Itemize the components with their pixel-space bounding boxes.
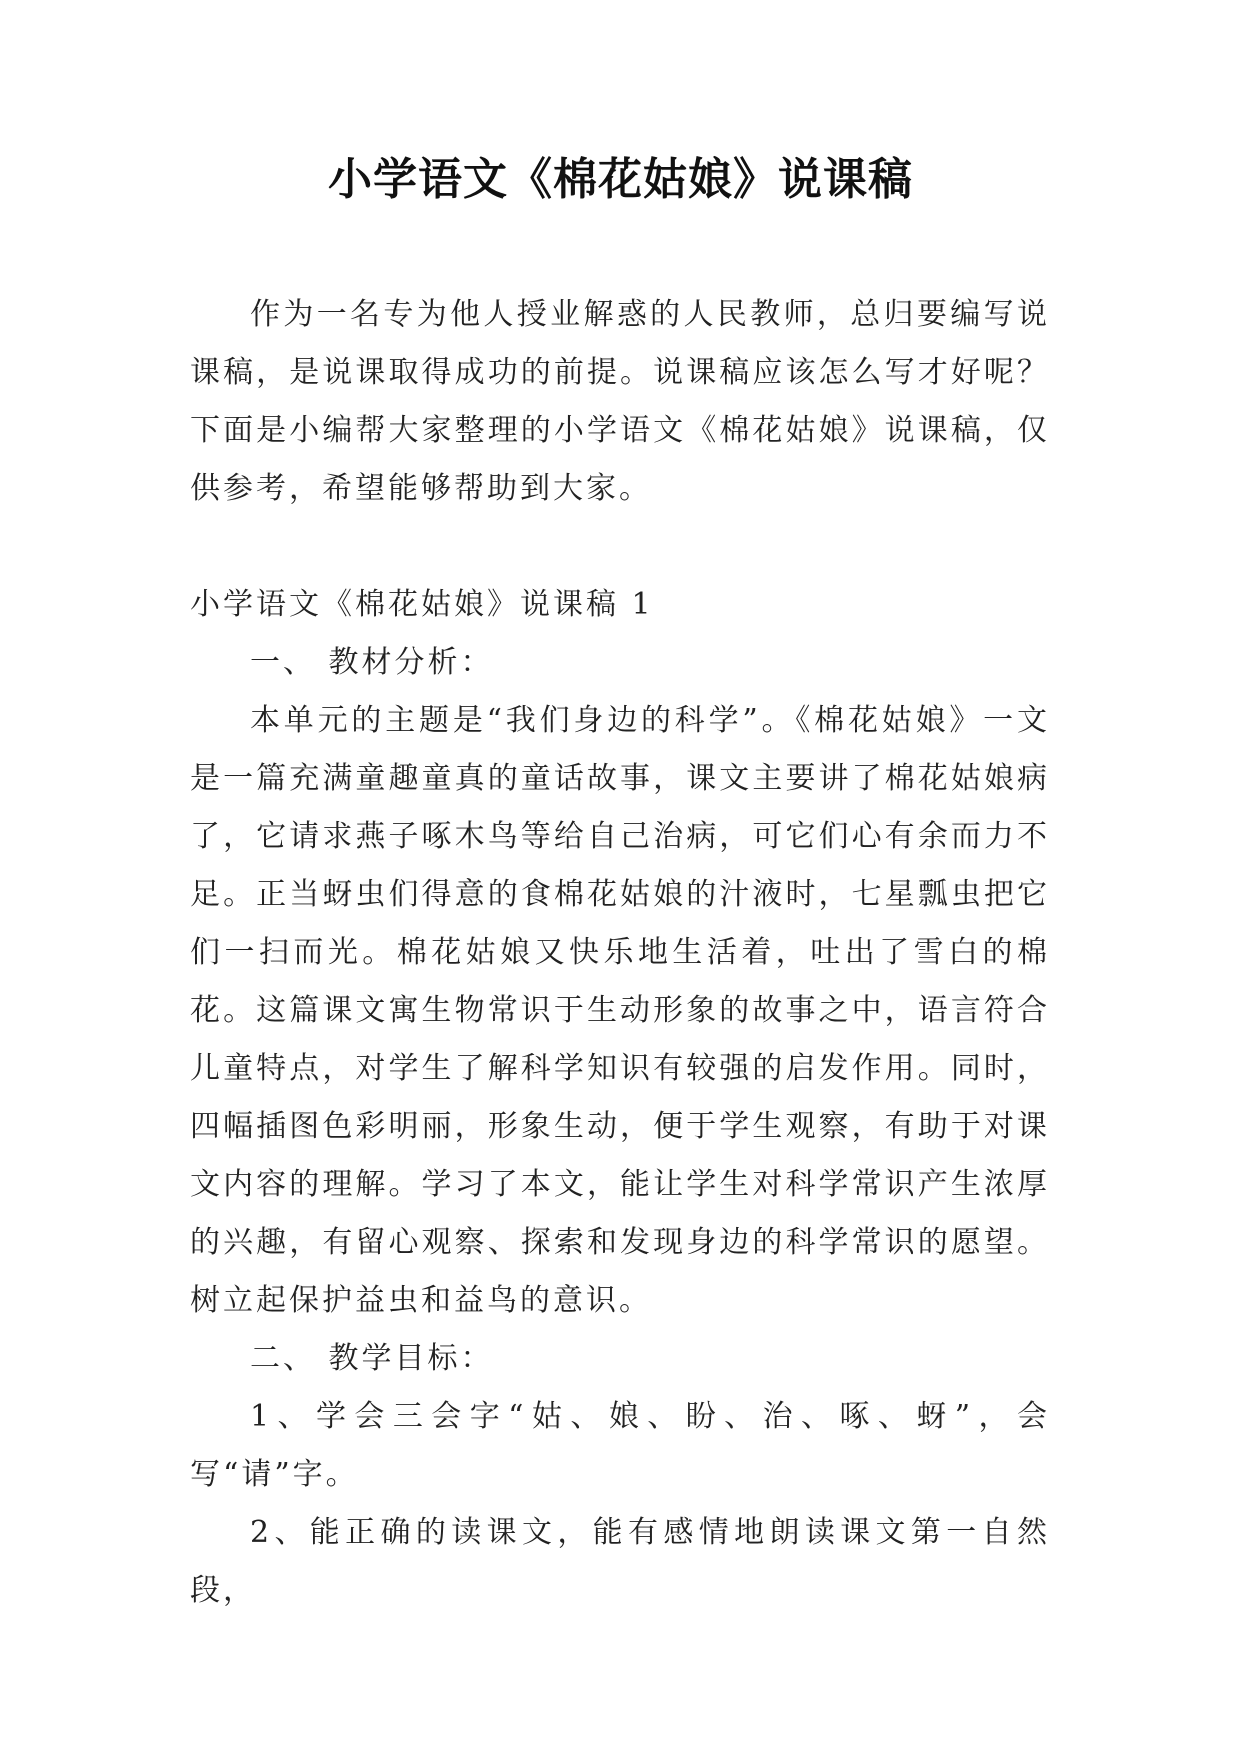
goal-item-2: 2、能正确的读课文，能有感情地朗读课文第一自然段， [190, 1515, 1050, 1608]
part1-heading: 一、 教材分析： [250, 645, 494, 680]
part2-heading: 二、 教学目标： [250, 1341, 494, 1376]
intro-block [190, 286, 1050, 518]
intro-paragraph: 作为一名专为他人授业解惑的人民教师，总归要编写说课稿，是说课取得成功的前提。说课稿应该怎么写才好呢？下面是小编帮大家整理的小学语文《棉花姑娘》说课稿，仅供参考，希望能够帮助到大家。 [190, 297, 1050, 506]
goal-item-1: 1、学会三会字“姑、娘、盼、治、啄、蚜”，会写“请”字。 [190, 1399, 1050, 1492]
main-content [190, 576, 1050, 1620]
document-title: 小学语文《棉花姑娘》说课稿 [328, 154, 913, 205]
section-heading: 小学语文《棉花姑娘》说课稿 1 [190, 587, 654, 622]
part1-paragraph: 本单元的主题是“我们身边的科学”。《棉花姑娘》一文是一篇充满童趣童真的童话故事，课文主要讲了棉花姑娘病了，它请求燕子啄木鸟等给自己治病，可它们心有余而力不足。正当蚜虫们得意的食棉花姑娘的汁液时，七星瓢虫把它们一扫而光。棉花姑娘又快乐地生活着，吐出了雪白的棉花。这篇课文寓生物常识于生动形象的故事之中，语言符合儿童特点，对学生了解科学知识有较强的启发作用。同时，四幅插图色彩明丽，形象生动，便于学生观察，有助于对课文内容的理解。学习了本文，能让学生对科学常识产生浓厚的兴趣，有留心观察、探索和发现身边的科学常识的愿望。树立起保护益虫和益鸟的意识。 [190, 703, 1050, 1318]
